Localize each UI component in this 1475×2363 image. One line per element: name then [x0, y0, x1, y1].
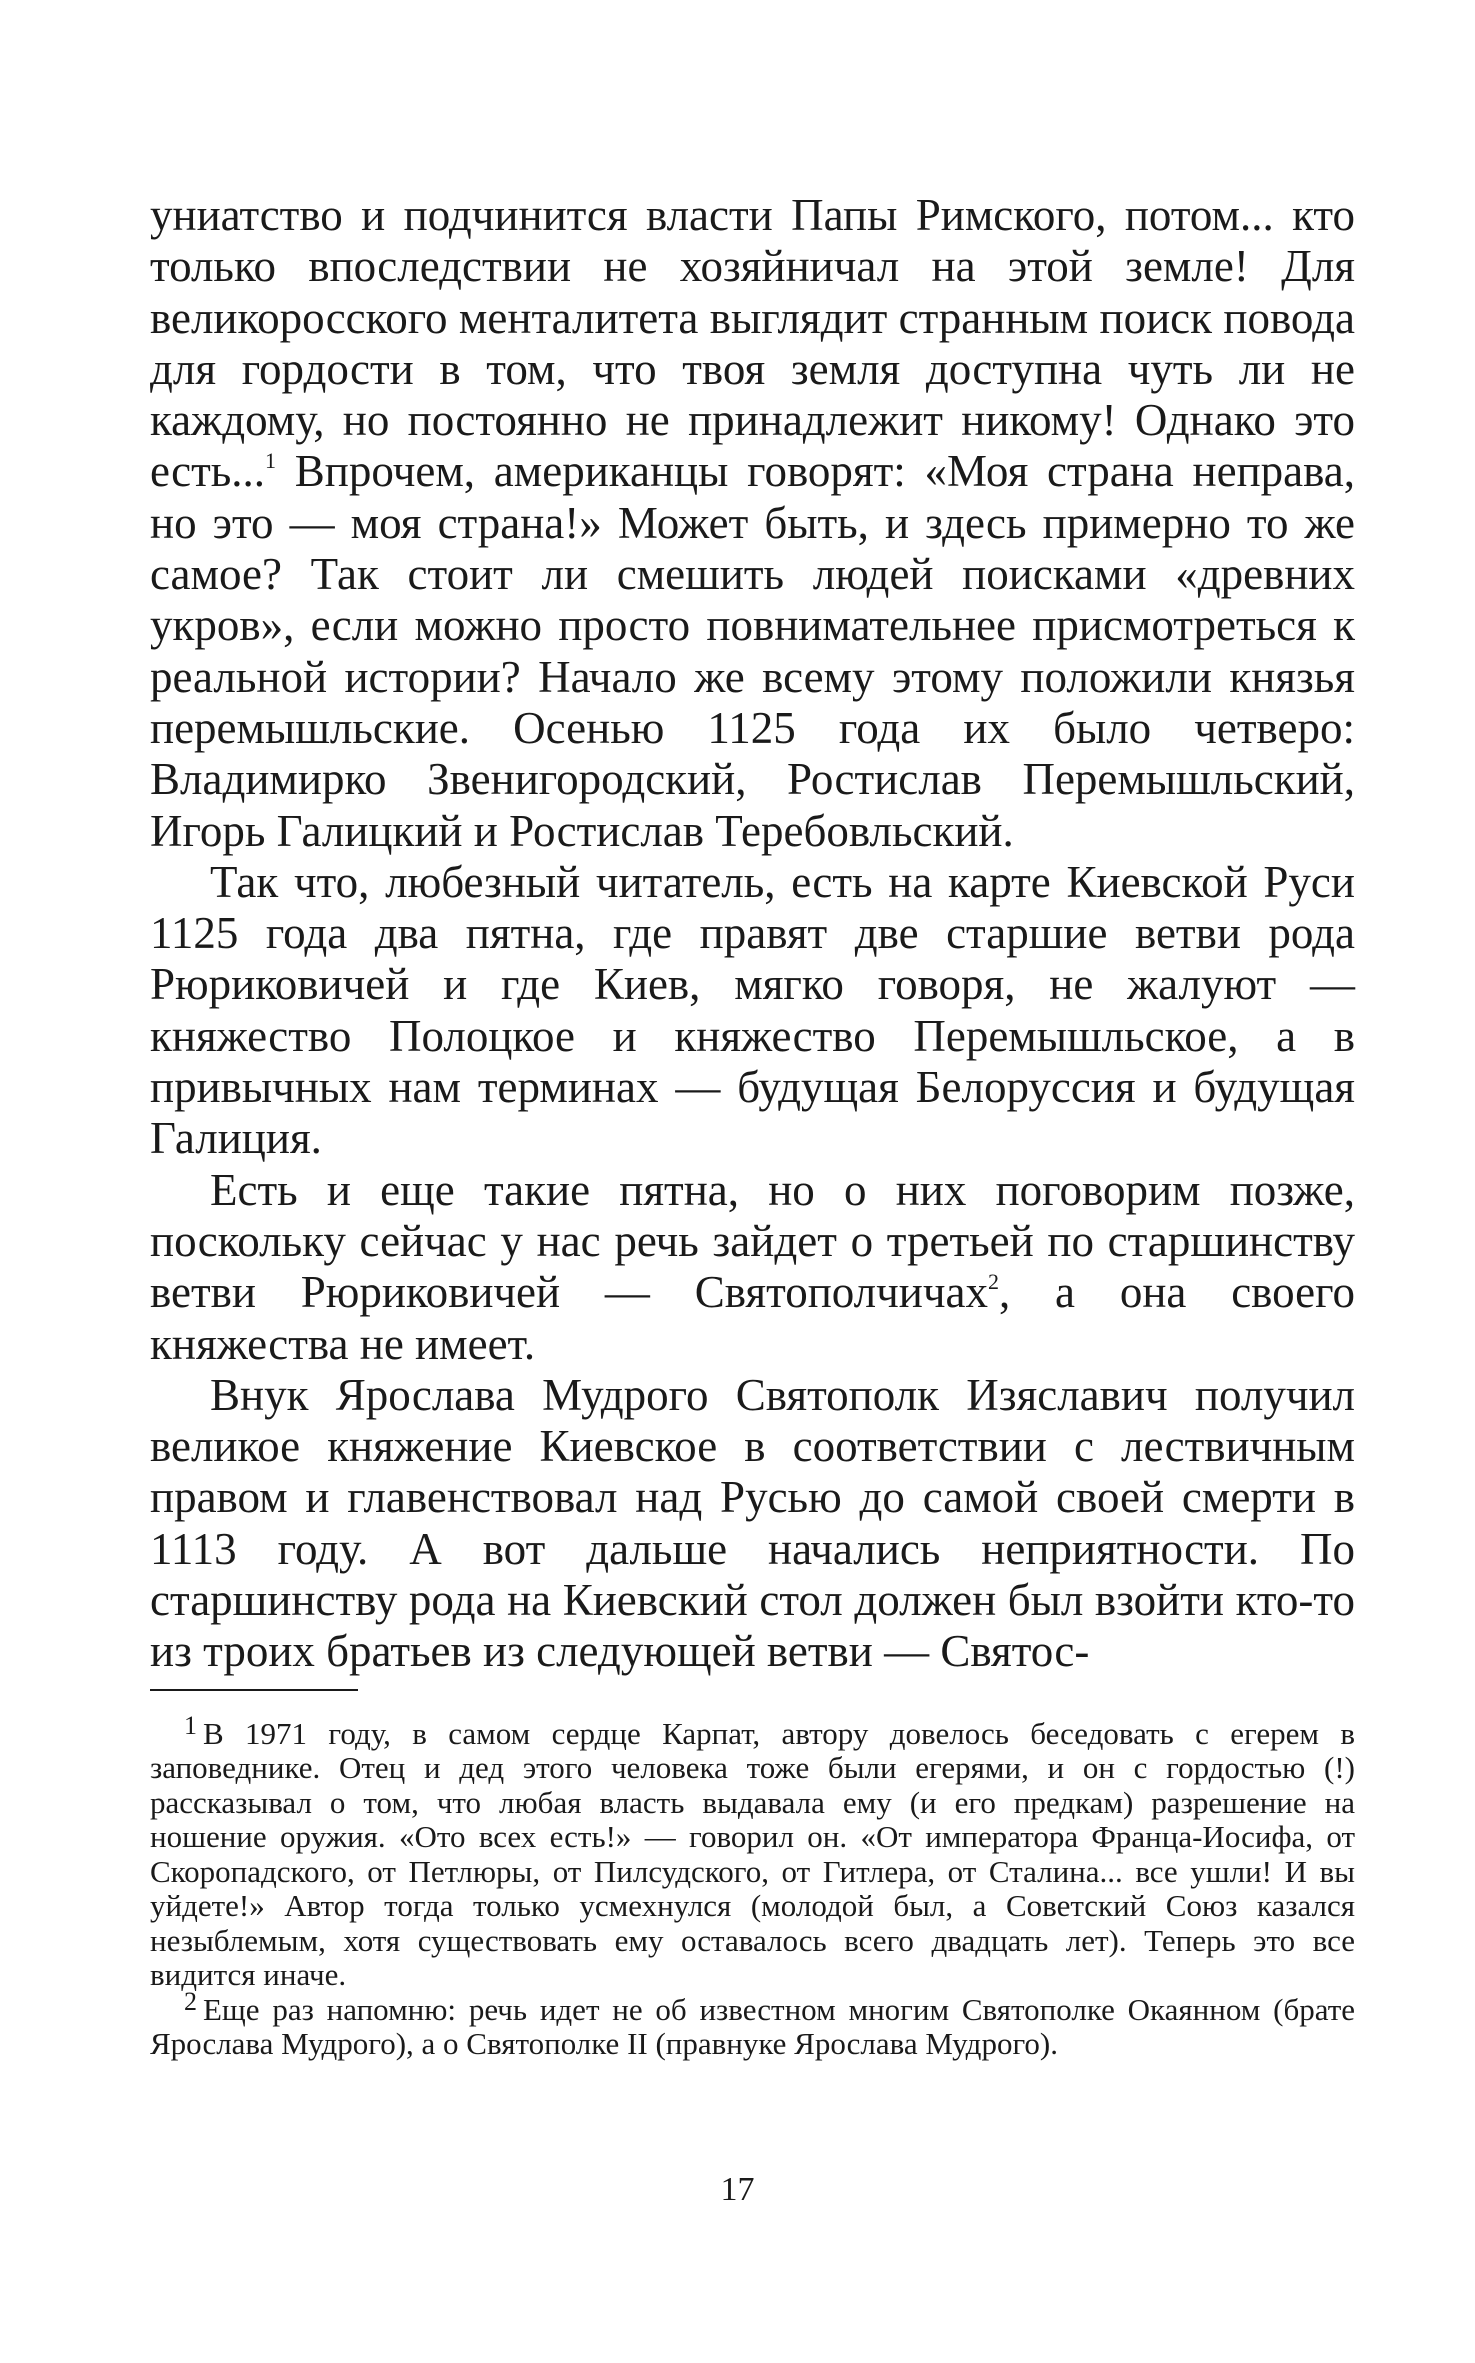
footnote-1 — [150, 1711, 1355, 1993]
paragraph-3-part-2: , а она своего княжества не имеет. — [150, 1267, 1355, 1369]
paragraph-1-part-2: Впрочем, американцы говорят: «Моя страна неправа, но это — моя страна!» Может быть, и здесь примерно то же самое? Так стоит ли смешить людей поисками «древних укров», если можно просто повнимательнее присмотреться к реальной истории? Начало же всему этому положили князья перемышльские. Осенью 1125 года их было четверо: Владимирко Звенигородский, Ростислав Перемышльский, Игорь Галицкий и Ростислав Теребовльский. — [150, 446, 1355, 856]
main-text — [150, 190, 1355, 1678]
footnote-ref-2: 2 — [987, 1269, 999, 1295]
footnote-ref-1: 1 — [265, 448, 277, 474]
footnote-1-mark: 1 — [184, 1711, 197, 1741]
footnote-2-mark: 2 — [184, 1987, 197, 2017]
paragraph-2: Так что, любезный читатель, есть на карте Киевской Руси 1125 года два пятна, где правят две старшие ветви рода Рюриковичей и где Киев, мягко говоря, не жалуют — княжество Полоцкое и княжество Перемышльское, а в привычных нам терминах — будущая Белоруссия и будущая Галиция. — [150, 856, 1355, 1164]
footnote-2-text: Еще раз напомню: речь идет не об известном многим Святополке Окаянном (брате Ярослава Мудрого), а о Святополке II (правнуке Ярослава Мудрого). — [150, 1991, 1355, 2062]
footnote-divider — [150, 1689, 358, 1691]
page-number: 17 — [720, 2171, 755, 2208]
paragraph-3-part-1: Есть и еще такие пятна, но о них поговорим позже, поскольку сейчас у нас речь зайдет о третьей по старшинству ветви Рюриковичей — Святополчичах — [150, 1164, 1355, 1318]
footnotes — [150, 1711, 1355, 2062]
footnote-2 — [150, 1987, 1355, 2062]
footnote-1-text: В 1971 году, в самом сердце Карпат, автору довелось беседовать с егерем в заповеднике. Отец и дед этого человека тоже были егерями, и он с гордостью (!) рассказывал о том, что любая власть выдавала ему (и его предкам) разрешение на ношение оружия. «Ото всех есть!» — говорил он. «От императора Франца-Иосифа, от Скоропадского, от Петлюры, от Пилсудского, от Гитлера, от Сталина... все ушли! И вы уйдете!» Автор тогда только усмехнулся (молодой был, а Советский Союз казался незыблемым, хотя существовать ему оставалось всего двадцать лет). Теперь это все видится иначе. — [150, 1715, 1355, 1993]
paragraph-1 — [150, 190, 1355, 857]
paragraph-4: Внук Ярослава Мудрого Святополк Изяславич получил великое княжение Киевское в соответствии с лествичным правом и главенствовал над Русью до самой своей смерти в 1113 году. А вот дальше начались неприятности. По старшинству рода на Киевский стол должен был взойти кто-то из троих братьев из следующей ветви — Святос- — [150, 1369, 1355, 1677]
paragraph-1-part-1: униатство и подчинится власти Папы Римского, потом... кто только впоследствии не хозяйничал на этой земле! Для великоросского менталитета выглядит странным поиск повода для гордости в том, что твоя земля доступна чуть ли не каждому, но постоянно не принадлежит никому! Однако это есть... — [150, 190, 1355, 497]
paragraph-3 — [150, 1165, 1355, 1370]
book-page — [150, 190, 1355, 2062]
